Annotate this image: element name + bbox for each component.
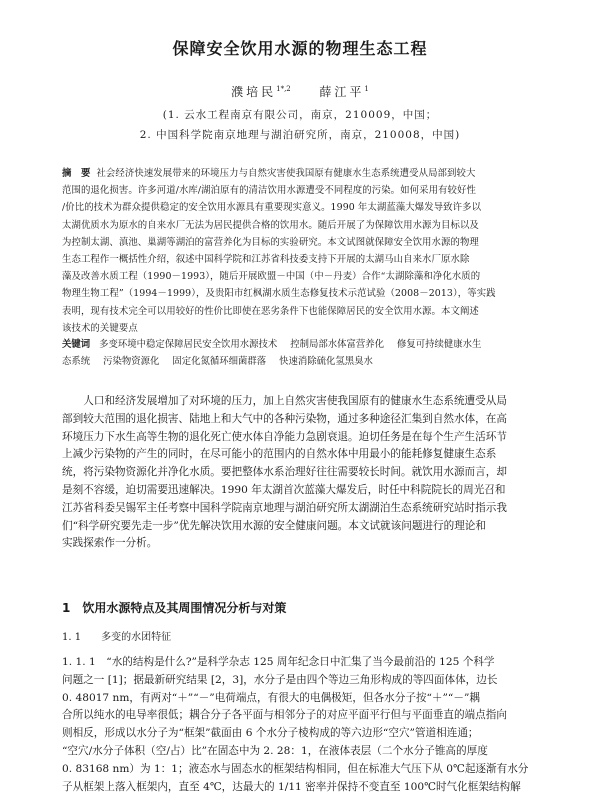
author-line [0,83,600,100]
paper-title: 保障安全饮用水源的物理生态工程 [172,39,428,58]
section-number: 1 [62,601,71,615]
body-line: 们“科学研究要先走一步”优先解决饮用水源的安全健康问题。本文试就该问题进行的理论和 [62,519,486,532]
body-line: 合所以纯水的电导率很低；耦合分子各平面与相邻分子的对应平面平行但与平面垂直的端点指向 [62,709,507,722]
keywords [62,336,540,370]
abstract-line: 表明，现有技术完全可以用较好的性价比即使在恶劣条件下也能保障居民的安全饮用水源。本文阐述 [62,305,479,317]
abstract-line: 藻及改善水质工程（1990－1993），随后开展欧盟－中国（中－丹麦）合作“太湖除藻和净化水质的 [62,271,481,283]
body-line: 0. 48017 nm，有两对“＋”“－”电荷端点，有很大的电偶极矩，但各水分子按“＋”“－”耦 [62,691,480,704]
subsection-heading [62,628,171,643]
keywords-line [62,353,540,370]
body-line: 0. 83168 nm）为 1：1；液态水与固态水的框架结构相同，但在标准大气压下从 0℃起逐渐有水分 [62,762,529,775]
keywords-label: 关键词 [62,339,91,350]
abstract-line: 生态工程作一概括性介绍，叙述中国科学院和江苏省科技委支持下开展的太湖马山自来水厂原水除 [62,253,470,265]
body-line: 是刻不容缓，迫切需要迅速解决。1990 年太湖首次蓝藻大爆发后，时任中科院院长的周光召和 [62,483,506,496]
abstract-line: 摘 要 社会经济快速发展带来的环境压力与自然灾害使我国原有健康水生态系统遭受从局部到较大 [62,168,476,179]
body-line: 部到较大范围的退化损害、陆地上和大气中的各种污染物，通过多种途径汇集到自然水体，在高 [62,412,507,425]
abstract [62,165,540,337]
body-line: 则相反，形成以水分子为“框架”截面由 6 个水分子棱构成的等六边形“空穴”管道相连通； [62,727,479,740]
subsection-title: 多变的水团特征 [101,632,172,643]
body-line: 上减少污染物的产生的同时，在尽可能小的范围内的自然水体中用最小的能耗修复健康生态系 [62,448,497,461]
keyword: 态系统 [62,356,91,368]
affiliation-1: (1. 云水工程南京有限公司，南京，210009，中国； [162,109,438,121]
section-title: 饮用水源特点及其周围情况分析与对策 [82,601,287,615]
author-affiliation-mark: 1*,2 [276,85,291,93]
body-line: 统，将污染物资源化并净化水质。要把整体水系治理好往往需要较长时间。就饮用水源而言，却 [62,466,507,479]
keyword: 污染物资源化 [103,356,160,368]
keywords-line [62,336,540,353]
body-line: 实践探索作一分析。 [62,537,158,550]
keyword: 修复可持续健康水生 [397,339,482,350]
abstract-line: 太湖优质水为原水的自来水厂无法为居民提供合格的饮用水。随后开展了为保障饮用水源为目标以及 [62,219,479,231]
keyword: 多变环境中稳定保障居民安全饮用水源技术 [99,339,278,350]
subsection-body [62,654,548,796]
keyword: 控制局部水体富营养化 [290,339,385,350]
body-line: 江苏省科委吴锡军主任考察中国科学院南京地理与湖泊研究所太湖湖泊生态系统研究站时指示我 [62,501,507,514]
keyword: 快速消除硫化氢黑臭水 [279,356,373,368]
author-affiliation-mark: 1 [364,85,369,93]
body-line: 人口和经济发展增加了对环境的压力，加上自然灾害使我国原有的健康水生态系统遭受从局 [83,395,507,407]
body-line: 问题之一 [1]；据最新研究结果 [2，3]，水分子是由四个等边三角形构成的等四面体体，边长 [62,673,498,686]
introduction [62,393,548,553]
section-heading [62,599,286,616]
abstract-line: /价比的技术为群众提供稳定的安全饮用水源具有重要现实意义。1990 年太湖蓝藻大爆发导致许多以 [62,202,482,214]
affiliation-2: 2. 中国科学院南京地理与湖泊研究所，南京，210008，中国) [139,129,461,141]
abstract-label: 摘 要 [62,168,91,179]
abstract-line: 为控制太湖、滇池、巢湖等湖泊的富营养化为目标的实验研究。本文试图就保障安全饮用水源的物理 [62,236,479,248]
keyword: 固定化氮循环细菌群落 [172,356,267,368]
abstract-line: 该技术的关键要点 [62,322,138,334]
author-name: 薛江平 [319,85,365,99]
body-line: 环境压力下水生高等生物的退化死亡使水体自净能力急剧衰退。迫切任务是在每个生产生活环节 [62,430,507,443]
author-name: 濮培民 [231,85,277,99]
body-line: “空穴/水分子体积（空/占）比”在固态中为 2. 28：1，在液体表层（二个水分子锥高的厚度 [62,744,488,757]
body-line: 子从框架上落入框架内，直至 4℃，达最大的 1/11 密率并保持不变直至 100℃时气化框架结构解 [62,780,521,793]
subsection-number: 1. 1 [62,632,82,643]
body-line: 1. 1. 1 “水的结构是什么?”是科学杂志 125 周年纪念日中汇集了当今最前沿的 125 个科学 [62,656,495,668]
abstract-line: 物理生物工程”（1994－1999），及贵阳市红枫湖水质生态修复技术示范试验（2008－2013），等实践 [62,288,496,300]
abstract-line: 范围的退化损害。许多河道/水库/湖泊原有的清洁饮用水源遭受不同程度的污染。如何采用有较好性 [62,185,476,197]
